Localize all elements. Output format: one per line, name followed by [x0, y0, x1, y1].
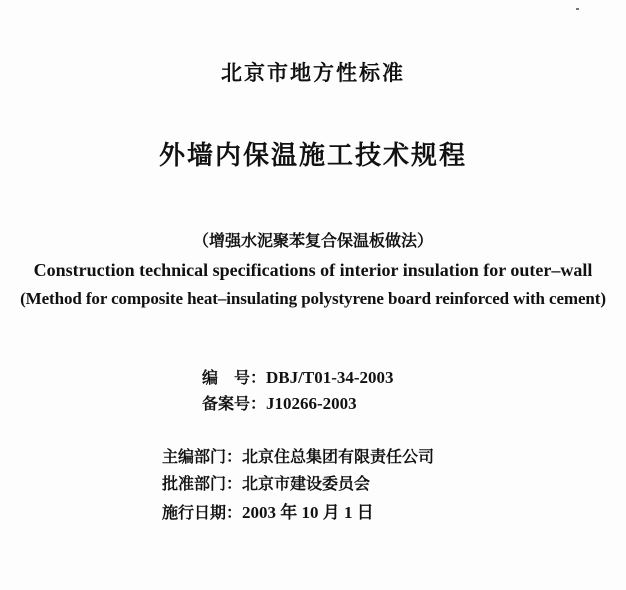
chief-editor-row — [162, 444, 434, 467]
record-number-label: 备案号： — [202, 394, 267, 413]
approver-label: 批准部门： — [162, 474, 243, 493]
record-number-value: J10266-2003 — [266, 394, 357, 413]
standard-code-value: DBJ/T01-34-2003 — [266, 368, 394, 387]
scan-speck — [576, 8, 579, 10]
effective-date-row — [162, 498, 374, 523]
chief-editor-label: 主编部门： — [162, 447, 243, 466]
effective-date-label: 施行日期： — [162, 503, 243, 522]
standard-code-row — [202, 365, 394, 388]
document-title: 外墙内保温施工技术规程 — [158, 141, 467, 171]
approver-value: 北京市建设委员会 — [242, 474, 371, 493]
standard-code-label: 编 号： — [202, 368, 267, 387]
record-number-row — [202, 391, 357, 414]
approver-row — [162, 471, 370, 494]
subtitle-english-line2: (Method for composite heat–insulating polystyrene board reinforced with cement) — [20, 289, 606, 308]
standard-type: 北京市地方性标准 — [221, 61, 405, 85]
chief-editor-value: 北京住总集团有限责任公司 — [242, 447, 435, 466]
subtitle-chinese: （增强水泥聚苯复合保温板做法） — [192, 231, 433, 250]
effective-date-value: 2003 年 10 月 1 日 — [242, 503, 374, 522]
subtitle-english-line1: Construction technical specifications of interior insulation for outer–wall — [33, 260, 593, 280]
